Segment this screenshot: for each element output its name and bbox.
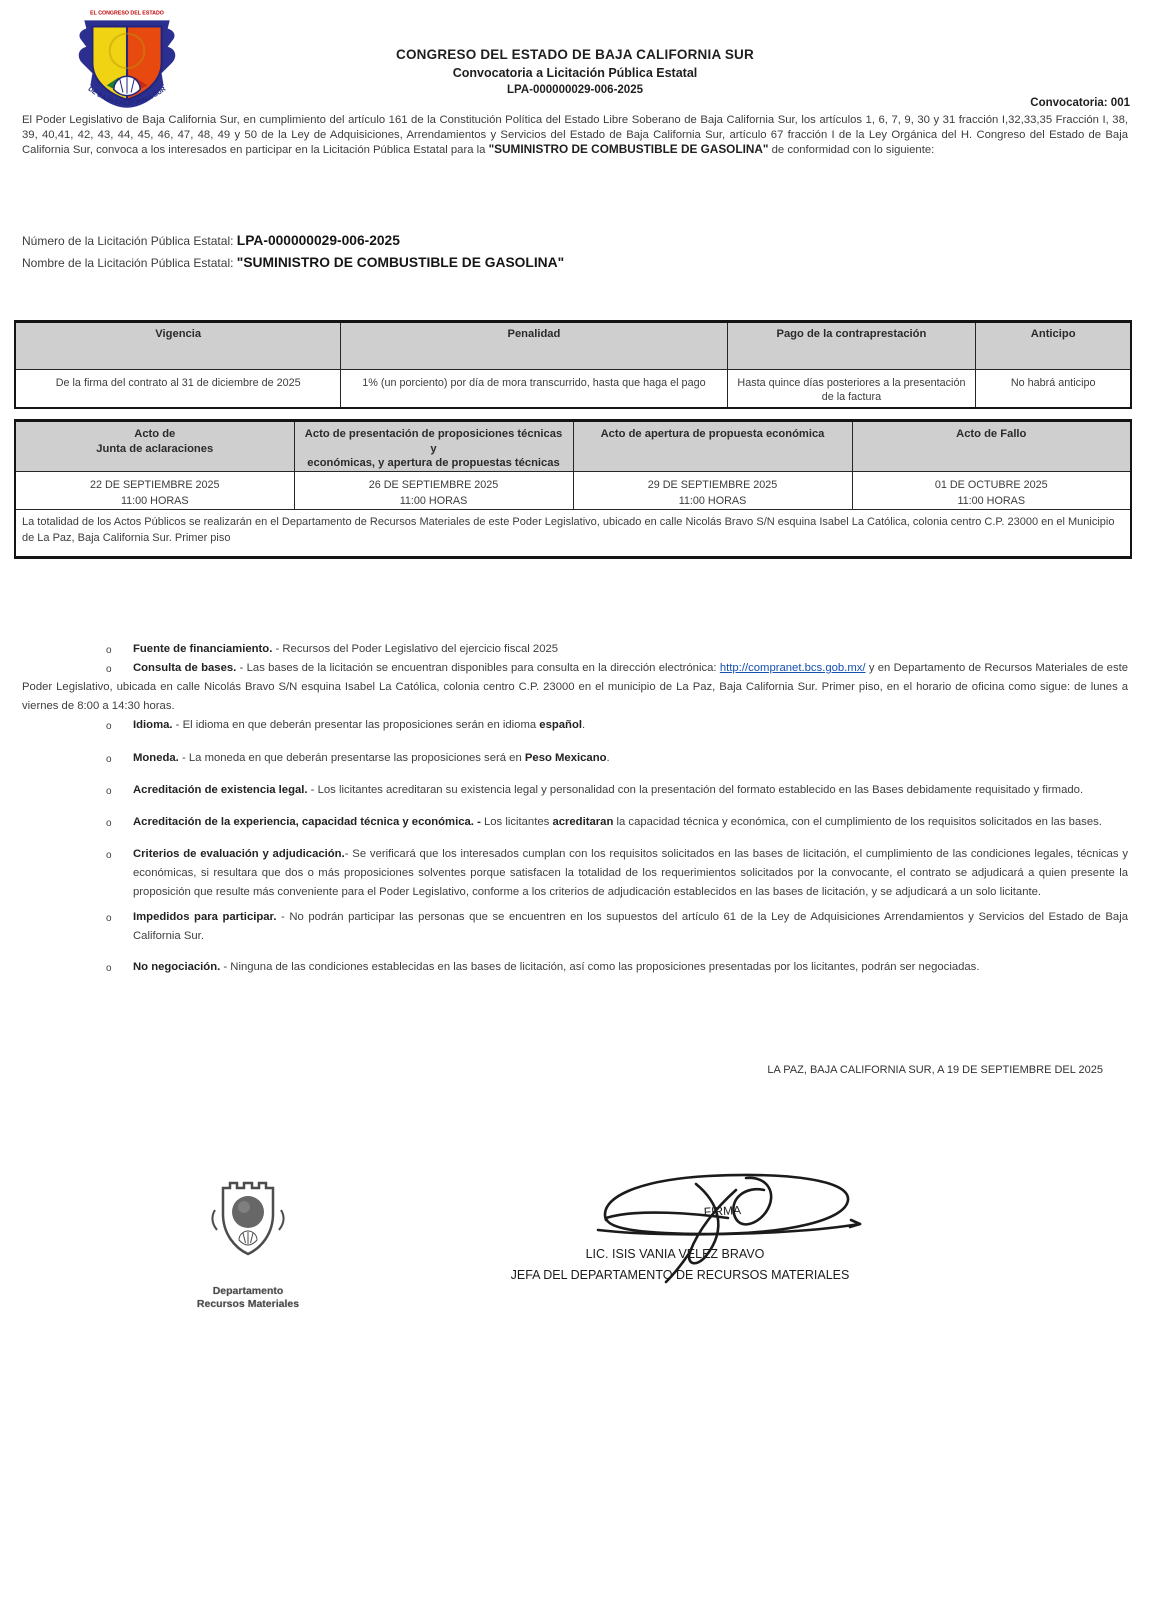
table-cell: No habrá anticipo: [976, 370, 1131, 409]
list-item: [22, 845, 1128, 902]
bullet-text: - Las bases de la licitación se encuentran disponibles para consulta en la dirección electrónica:: [236, 662, 720, 674]
list-item: [22, 749, 1128, 768]
table-footer-note: La totalidad de los Actos Públicos se realizarán en el Departamento de Recursos Materiales de este Poder Legislativo, ubicado en calle Nicolás Bravo S/N esquina Isabel La Católica, colonia centro C.P. 23000 en el Municipio de La Paz, Baja California Sur. Primer piso: [15, 509, 1131, 557]
bullet-text: - Se verificará que los interesados cumplan con los requisitos solicitados en las bases de licitación, el cumplimiento de las condiciones legales, técnicas y económicas, si resultara que dos o más proposiciones solventes porque satisfacen la totalidad de los requerimientos solicitados por la convocante, el contrato se adjudicará a quien presente la proposición que resulte más conveniente para el Poder Legislativo, conforme a los criterios de adjudicación establecidos en las bases de licitación, y se adjudicará a un solo licitante.: [133, 848, 1128, 898]
list-item: [22, 781, 1128, 800]
dateline: LA PAZ, BAJA CALIFORNIA SUR, A 19 DE SEPTIEMBRE DEL 2025: [767, 1064, 1103, 1076]
signature-loop: [733, 1178, 771, 1225]
bullet-text: - Recursos del Poder Legislativo del ejercicio fiscal 2025: [272, 643, 559, 655]
bullet-title: Impedidos para participar.: [133, 911, 277, 923]
bullet-title: Moneda.: [133, 752, 179, 764]
bullet-text: - La moneda en que deberán presentarse las proposiciones será en: [178, 752, 525, 764]
table-row: [15, 370, 1131, 409]
bullet-text: .: [606, 752, 610, 764]
bullet-marker: o: [106, 786, 112, 797]
bullet-title: Consulta de bases.: [133, 662, 237, 674]
intro-bold-subject: "SUMINISTRO DE COMBUSTIBLE DE GASOLINA": [488, 142, 769, 157]
header-line: Acto de apertura de propuesta económica: [600, 428, 825, 440]
licitacion-name-value: "SUMINISTRO DE COMBUSTIBLE DE GASOLINA": [236, 255, 565, 270]
list-item: [22, 813, 1128, 832]
table-cell: [294, 471, 573, 509]
list-item: [22, 716, 1128, 735]
bullet-marker: o: [106, 913, 112, 924]
table-header-cell: [15, 421, 294, 472]
document-subtitle: Convocatoria a Licitación Pública Estatal: [452, 66, 698, 80]
table-cell: De la firma del contrato al 31 de diciembre de 2025: [15, 370, 341, 409]
signer-title: JEFA DEL DEPARTAMENTO DE RECURSOS MATERIALES: [510, 1268, 850, 1282]
stamp-globe: [232, 1196, 264, 1228]
act-date: 29 DE SEPTIEMBRE 2025: [647, 478, 778, 491]
bullet-marker: o: [106, 754, 112, 765]
department-stamp: [186, 1176, 310, 1311]
bullet-marker: o: [106, 645, 112, 656]
table-header-cell: Penalidad: [341, 322, 727, 370]
licitacion-number-value: LPA-000000029-006-2025: [236, 233, 400, 248]
header-line: Acto de Fallo: [956, 428, 1027, 440]
licitacion-name-label: Nombre de la Licitación Pública Estatal:: [22, 256, 237, 270]
act-date: 22 DE SEPTIEMBRE 2025: [89, 478, 220, 491]
intro-paragraph: [22, 113, 1128, 158]
contract-terms-table: [14, 320, 1132, 409]
act-date: 01 DE OCTUBRE 2025: [934, 478, 1048, 491]
licitacion-number-label: Número de la Licitación Pública Estatal:: [22, 234, 237, 248]
list-item: [22, 659, 1128, 716]
convocatoria-number: Convocatoria: 001: [1030, 97, 1130, 109]
table-header-cell: [852, 421, 1131, 472]
list-item: [22, 958, 1128, 977]
document-code: LPA-000000029-006-2025: [507, 84, 643, 96]
table-cell: [15, 471, 294, 509]
bullet-marker: o: [106, 818, 112, 829]
compranet-link[interactable]: http://compranet.bcs.gob.mx/: [719, 662, 866, 674]
table-cell: Hasta quince días posteriores a la presentación de la factura: [727, 370, 976, 409]
list-item: [22, 908, 1128, 946]
signer-name: LIC. ISIS VANIA VÉLEZ BRAVO: [585, 1247, 765, 1261]
table-header-cell: Vigencia: [15, 322, 341, 370]
bullet-text: - Los licitantes acreditaran su existencia legal y personalidad con la presentación del formato establecido en las Bases debidamente requisitado y firmado.: [307, 784, 1084, 796]
intro-text: El Poder Legislativo de Baja California Sur, en cumplimiento del artículo 161 de la Constitución Política del Estado Libre Soberano de Baja California Sur, los artículos 1, 6, 7, 9, 30 y 31 fracción I,32,33,35 Fracción I, 38, 39, 40,41, 42, 43, 44, 45, 46, 47, 48, 49 y 50 de la Ley de Adquisiciones, Arrendamientos y Servicios del Estado de Baja California Sur, artículo 67 fracción I de la Ley Orgánica del H. Congreso del Estado de Baja California Sur, convoca a los interesados en participar en la Licitación Pública Estatal para la: [22, 114, 1128, 157]
act-date: 26 DE SEPTIEMBRE 2025: [368, 478, 499, 491]
bullet-text-bold: acreditaran: [552, 816, 614, 828]
licitacion-name-line: [22, 252, 564, 274]
bullet-title: No negociación.: [133, 961, 221, 973]
signature-underline: [598, 1224, 860, 1234]
table-header-cell: [573, 421, 852, 472]
act-time: 11:00 HORAS: [678, 494, 747, 507]
header-line: económicas, y apertura de propuestas técnicas: [307, 457, 560, 469]
bullet-text: la capacidad técnica y económica, con el cumplimiento de los requisitos solicitados en las bases.: [613, 816, 1102, 828]
list-item: [22, 640, 1128, 659]
bullet-marker: o: [106, 850, 112, 861]
document-title: CONGRESO DEL ESTADO DE BAJA CALIFORNIA SUR: [396, 47, 754, 62]
bullet-marker: o: [106, 721, 112, 732]
bullet-text: .: [582, 719, 586, 731]
table-header-cell: [294, 421, 573, 472]
licitacion-number-line: [22, 230, 564, 252]
seal-top-text: EL CONGRESO DEL ESTADO: [90, 10, 164, 17]
bullet-marker: o: [106, 664, 112, 675]
act-time: 11:00 HORAS: [399, 494, 468, 507]
table-header-row: [15, 322, 1131, 370]
stamp-caption: [186, 1285, 310, 1311]
table-header-row: [15, 421, 1131, 472]
department-stamp-seal: [203, 1176, 293, 1276]
conditions-list: [22, 640, 1128, 977]
document-header: [0, 47, 1150, 96]
bullet-title: Fuente de financiamiento.: [133, 643, 273, 655]
stamp-globe-highlight: [238, 1201, 250, 1213]
bullet-title: Acreditación de existencia legal.: [133, 784, 308, 796]
header-line: Acto de: [134, 428, 176, 440]
act-time: 11:00 HORAS: [120, 494, 189, 507]
header-line: Acto de presentación de proposiciones técnicas y: [304, 428, 563, 455]
header-line: Junta de aclaraciones: [96, 442, 214, 455]
table-footer-row: [15, 509, 1131, 557]
intro-text-tail: de conformidad con lo siguiente:: [768, 144, 935, 157]
table-header-cell: Pago de la contraprestación: [727, 322, 976, 370]
table-header-cell: Anticipo: [976, 322, 1131, 370]
bullet-text: Los licitantes: [480, 816, 553, 828]
firma-label: FIRMA: [703, 1203, 742, 1219]
table-cell: [573, 471, 852, 509]
table-cell: [852, 471, 1131, 509]
bullet-text-bold: español: [539, 719, 582, 731]
stamp-caption-line: Recursos Materiales: [196, 1298, 300, 1310]
bullet-text: - Ninguna de las condiciones establecidas en las bases de licitación, así como las proposiciones presentadas por los licitantes, podrán ser negociadas.: [220, 961, 980, 973]
bullet-title: Idioma.: [133, 719, 173, 731]
table-row: [15, 471, 1131, 509]
stamp-caption-line: Departamento: [212, 1285, 284, 1297]
bullet-text: - No podrán participar las personas que se encuentren en los supuestos del artículo 61 de la Ley de Adquisiciones Arrendamientos y Servicios del Estado de Baja California Sur.: [133, 911, 1128, 942]
seal-bottom-text: DE BAJA CALIFORNIA SUR: [86, 85, 168, 107]
bullet-text: - El idioma en que deberán presentar las proposiciones serán en idioma: [172, 719, 540, 731]
acts-schedule-table: [14, 419, 1132, 559]
licitacion-id-block: [22, 230, 564, 274]
bullet-title: Criterios de evaluación y adjudicación.: [133, 848, 345, 860]
bullet-text-bold: Peso Mexicano: [524, 752, 607, 764]
table-cell: 1% (un porciento) por día de mora transcurrido, hasta que haga el pago: [341, 370, 727, 409]
bullet-text: y en Departamento de Recursos Materiales de este Poder Legislativo, ubicada en calle Nicolás Bravo S/N esquina Isabel La Católica, colonia centro C.P. 23000 en el municipio de La Paz, Baja California Sur. Primer piso, en el horario de oficina como sigue: de lunes a viernes de 8:00 a 14:30 horas.: [22, 662, 1129, 712]
bullet-marker: o: [106, 963, 112, 974]
bullet-title: Acreditación de la experiencia, capacidad técnica y económica. -: [133, 816, 481, 828]
act-time: 11:00 HORAS: [957, 494, 1026, 507]
